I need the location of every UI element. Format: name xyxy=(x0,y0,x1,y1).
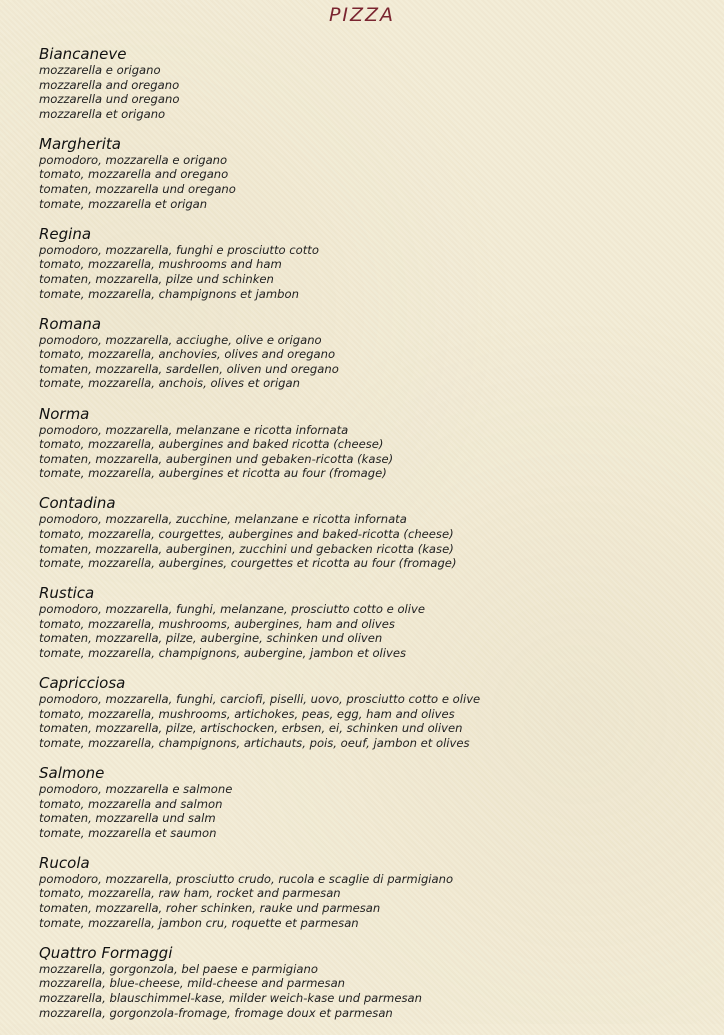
ingredient-line: tomate, mozzarella et saumon xyxy=(39,825,217,840)
pizza-item xyxy=(39,136,699,211)
pizza-name: Salmone xyxy=(39,764,105,782)
ingredient-line: tomate, mozzarella, aubergines, courgettes et ricotta au four (fromage) xyxy=(39,556,457,571)
ingredient-line: tomate, mozzarella, anchois, olives et origan xyxy=(39,376,300,391)
ingredient-line: tomato, mozzarella, mushrooms, aubergines, ham and olives xyxy=(39,616,395,631)
ingredient-line: pomodoro, mozzarella, funghi e prosciutto cotto xyxy=(39,242,319,257)
ingredient-line: tomato, mozzarella, anchovies, olives and oregano xyxy=(39,347,336,362)
pizza-item xyxy=(39,765,699,840)
pizza-name: Romana xyxy=(39,314,102,333)
ingredient-line: pomodoro, mozzarella, zucchine, melanzane e ricotta infornata xyxy=(39,512,407,527)
ingredient-line: tomaten, mozzarella, pilze, aubergine, schinken und oliven xyxy=(39,631,383,646)
ingredient-line: mozzarella, gorgonzola-fromage, fromage doux et parmesan xyxy=(39,1005,393,1020)
ingredient-line: mozzarella and oregano xyxy=(39,77,180,92)
pizza-item xyxy=(39,226,699,301)
ingredient-line: mozzarella und oregano xyxy=(39,92,180,107)
ingredient-line: tomate, mozzarella, champignons, artichauts, pois, oeuf, jambon et olives xyxy=(39,735,470,750)
ingredient-line: pomodoro, mozzarella e salmone xyxy=(39,782,233,796)
ingredient-line: mozzarella e origano xyxy=(39,63,161,77)
ingredient-line: tomato, mozzarella, mushrooms and ham xyxy=(39,257,282,272)
ingredient-line: tomate, mozzarella, aubergines et ricotta au four (fromage) xyxy=(39,466,387,481)
page-title: PIZZA xyxy=(328,4,396,26)
ingredient-line: tomaten, mozzarella und salm xyxy=(39,811,216,826)
pizza-item xyxy=(39,675,699,750)
pizza-list xyxy=(39,46,699,1035)
ingredient-line: tomaten, mozzarella, sardellen, oliven und oregano xyxy=(39,361,339,376)
pizza-name: Quattro Formaggi xyxy=(39,943,173,962)
ingredient-line: tomaten, mozzarella, pilze, artischocken, erbsen, ei, schinken und oliven xyxy=(39,721,463,736)
pizza-item xyxy=(39,855,699,930)
pizza-item xyxy=(39,46,699,121)
ingredient-line: mozzarella, blauschimmel-kase, milder weich-kase und parmesan xyxy=(39,990,422,1005)
ingredient-line: tomato, mozzarella, courgettes, aubergines and baked-ricotta (cheese) xyxy=(39,526,454,541)
ingredient-line: tomaten, mozzarella, roher schinken, rauke und parmesan xyxy=(39,901,381,916)
pizza-name: Regina xyxy=(39,224,92,243)
pizza-name: Capricciosa xyxy=(39,674,126,693)
ingredient-line: mozzarella et origano xyxy=(39,106,166,121)
ingredient-line: tomato, mozzarella, mushrooms, artichokes, peas, egg, ham and olives xyxy=(39,706,455,721)
ingredient-line: tomaten, mozzarella und oregano xyxy=(39,182,236,197)
ingredient-line: tomate, mozzarella, champignons, aubergine, jambon et olives xyxy=(39,646,407,661)
ingredient-line: mozzarella, blue-cheese, mild-cheese and parmesan xyxy=(39,976,346,991)
pizza-name: Contadina xyxy=(39,494,116,513)
pizza-item xyxy=(39,585,699,660)
ingredient-line: mozzarella, gorgonzola, bel paese e parmigiano xyxy=(39,961,318,976)
pizza-name: Margherita xyxy=(39,134,121,153)
ingredient-line: tomate, mozzarella et origan xyxy=(39,196,208,211)
ingredient-line: pomodoro, mozzarella, prosciutto crudo, rucola e scaglie di parmigiano xyxy=(39,871,454,886)
pizza-name: Rustica xyxy=(39,584,95,603)
ingredient-line: tomato, mozzarella and salmon xyxy=(39,796,223,811)
pizza-item xyxy=(39,316,699,391)
ingredient-line: pomodoro, mozzarella, melanzane e ricotta infornata xyxy=(39,422,349,437)
ingredient-line: tomate, mozzarella, champignons et jambon xyxy=(39,286,299,301)
ingredient-line: tomato, mozzarella and oregano xyxy=(39,167,229,182)
pizza-name: Biancaneve xyxy=(39,45,127,63)
pizza-item xyxy=(39,495,699,570)
ingredient-line: tomate, mozzarella, jambon cru, roquette et parmesan xyxy=(39,915,359,930)
ingredient-line: tomato, mozzarella, raw ham, rocket and parmesan xyxy=(39,886,341,901)
pizza-name: Rucola xyxy=(39,853,90,872)
pizza-item xyxy=(39,406,699,481)
ingredient-line: tomaten, mozzarella, auberginen, zucchini und gebacken ricotta (kase) xyxy=(39,541,454,556)
pizza-name: Norma xyxy=(39,404,90,423)
ingredient-line: tomaten, mozzarella, pilze und schinken xyxy=(39,271,274,286)
ingredient-line: pomodoro, mozzarella, acciughe, olive e origano xyxy=(39,332,322,347)
ingredient-line: pomodoro, mozzarella e origano xyxy=(39,152,228,167)
ingredient-line: tomaten, mozzarella, auberginen und gebaken-ricotta (kase) xyxy=(39,451,394,466)
ingredient-line: pomodoro, mozzarella, funghi, carciofi, piselli, uovo, prosciutto cotto e olive xyxy=(39,692,481,707)
ingredient-line: pomodoro, mozzarella, funghi, melanzane, prosciutto cotto e olive xyxy=(39,602,425,617)
ingredient-line: tomato, mozzarella, aubergines and baked ricotta (cheese) xyxy=(39,437,384,452)
pizza-item xyxy=(39,945,699,1020)
